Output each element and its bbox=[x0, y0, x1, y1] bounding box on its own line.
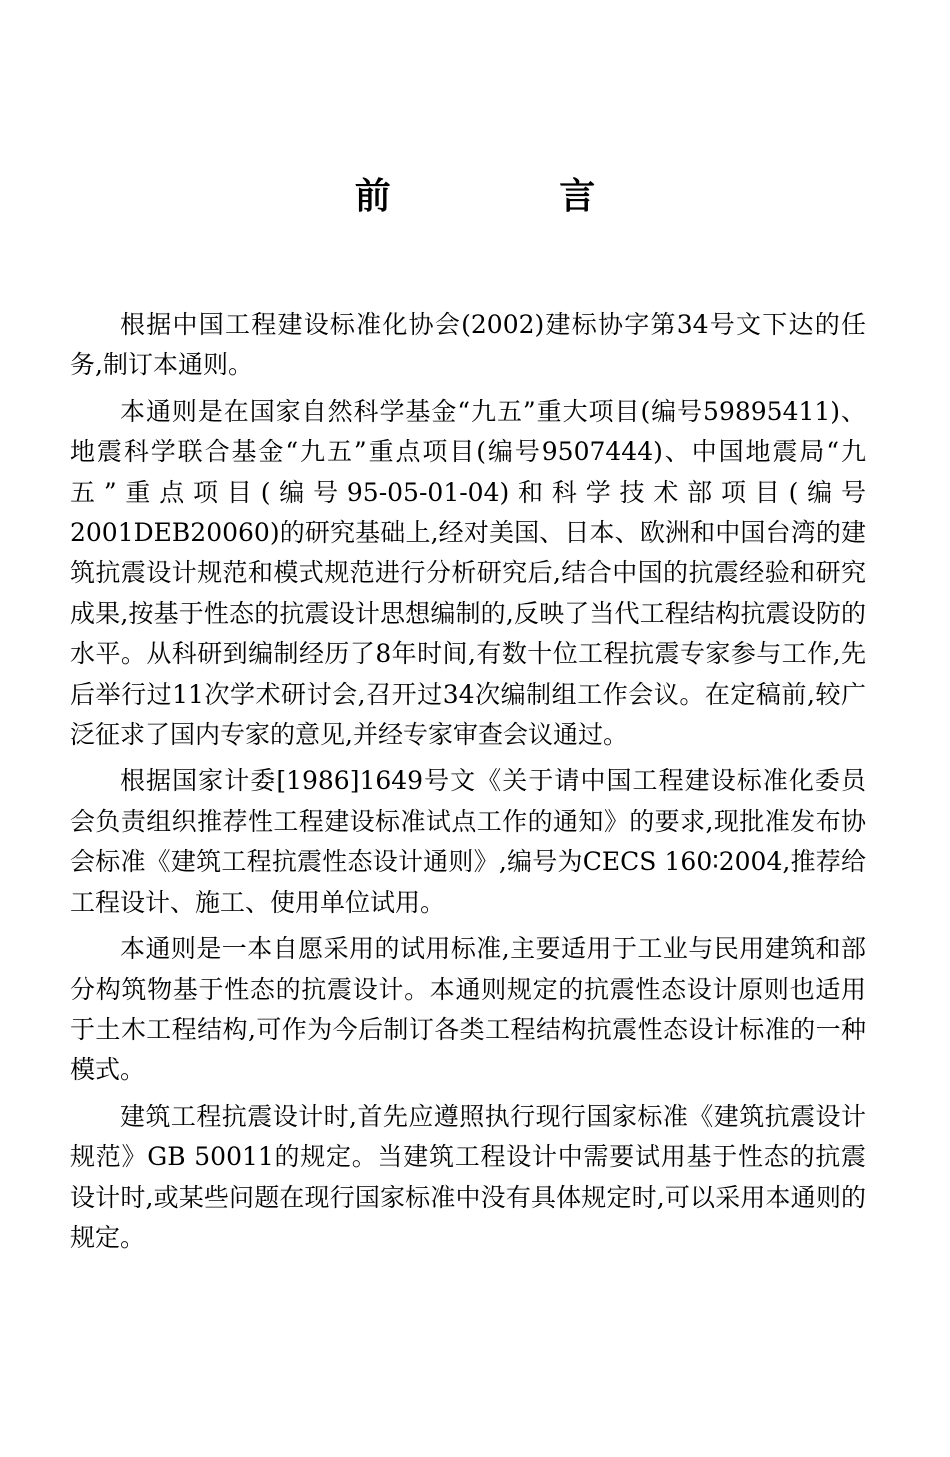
page-title: 前 言 bbox=[354, 175, 674, 217]
paragraph-2: 本通则是在国家自然科学基金“九五”重大项目(编号59895411)、地震科学联合基金“九五”重点项目(编号9507444)、中国地震局“九五”重点项目(编号95-05-01-04)和科学技术部项目(编号2001DEB20060)的研究基础上,经对美国、日本、欧洲和中国台湾的建筑抗震设计规范和模式规范进行分析研究后,结合中国的抗震经验和研究成果,按基于性态的抗震设计思想编制的,反映了当代工程结构抗震设防的水平。从科研到编制经历了8年时间,有数十位工程抗震专家参与工作,先后举行过11次学术研讨会,召开过34次编制组工作会议。在定稿前,较广泛征求了国内专家的意见,并经专家审查会议通过。 bbox=[70, 396, 866, 750]
paragraph-5: 建筑工程抗震设计时,首先应遵照执行现行国家标准《建筑抗震设计规范》GB 50011的规定。当建筑工程设计中需要试用基于性态的抗震设计时,或某些问题在现行国家标准中没有具体规定时,可以采用本通则的规定。 bbox=[70, 1101, 866, 1252]
document-body bbox=[70, 305, 866, 1264]
paragraph-3: 根据国家计委[1986]1649号文《关于请中国工程建设标准化委员会负责组织推荐性工程建设标准试点工作的通知》的要求,现批准发布协会标准《建筑工程抗震性态设计通则》,编号为CECS 160∶2004,推荐给工程设计、施工、使用单位试用。 bbox=[70, 766, 866, 917]
paragraph-4: 本通则是一本自愿采用的试用标准,主要适用于工业与民用建筑和部分构筑物基于性态的抗震设计。本通则规定的抗震性态设计原则也适用于土木工程结构,可作为今后制订各类工程结构抗震性态设计标准的一种模式。 bbox=[70, 934, 866, 1085]
paragraph-1: 根据中国工程建设标准化协会(2002)建标协字第34号文下达的任务,制订本通则。 bbox=[70, 310, 866, 380]
